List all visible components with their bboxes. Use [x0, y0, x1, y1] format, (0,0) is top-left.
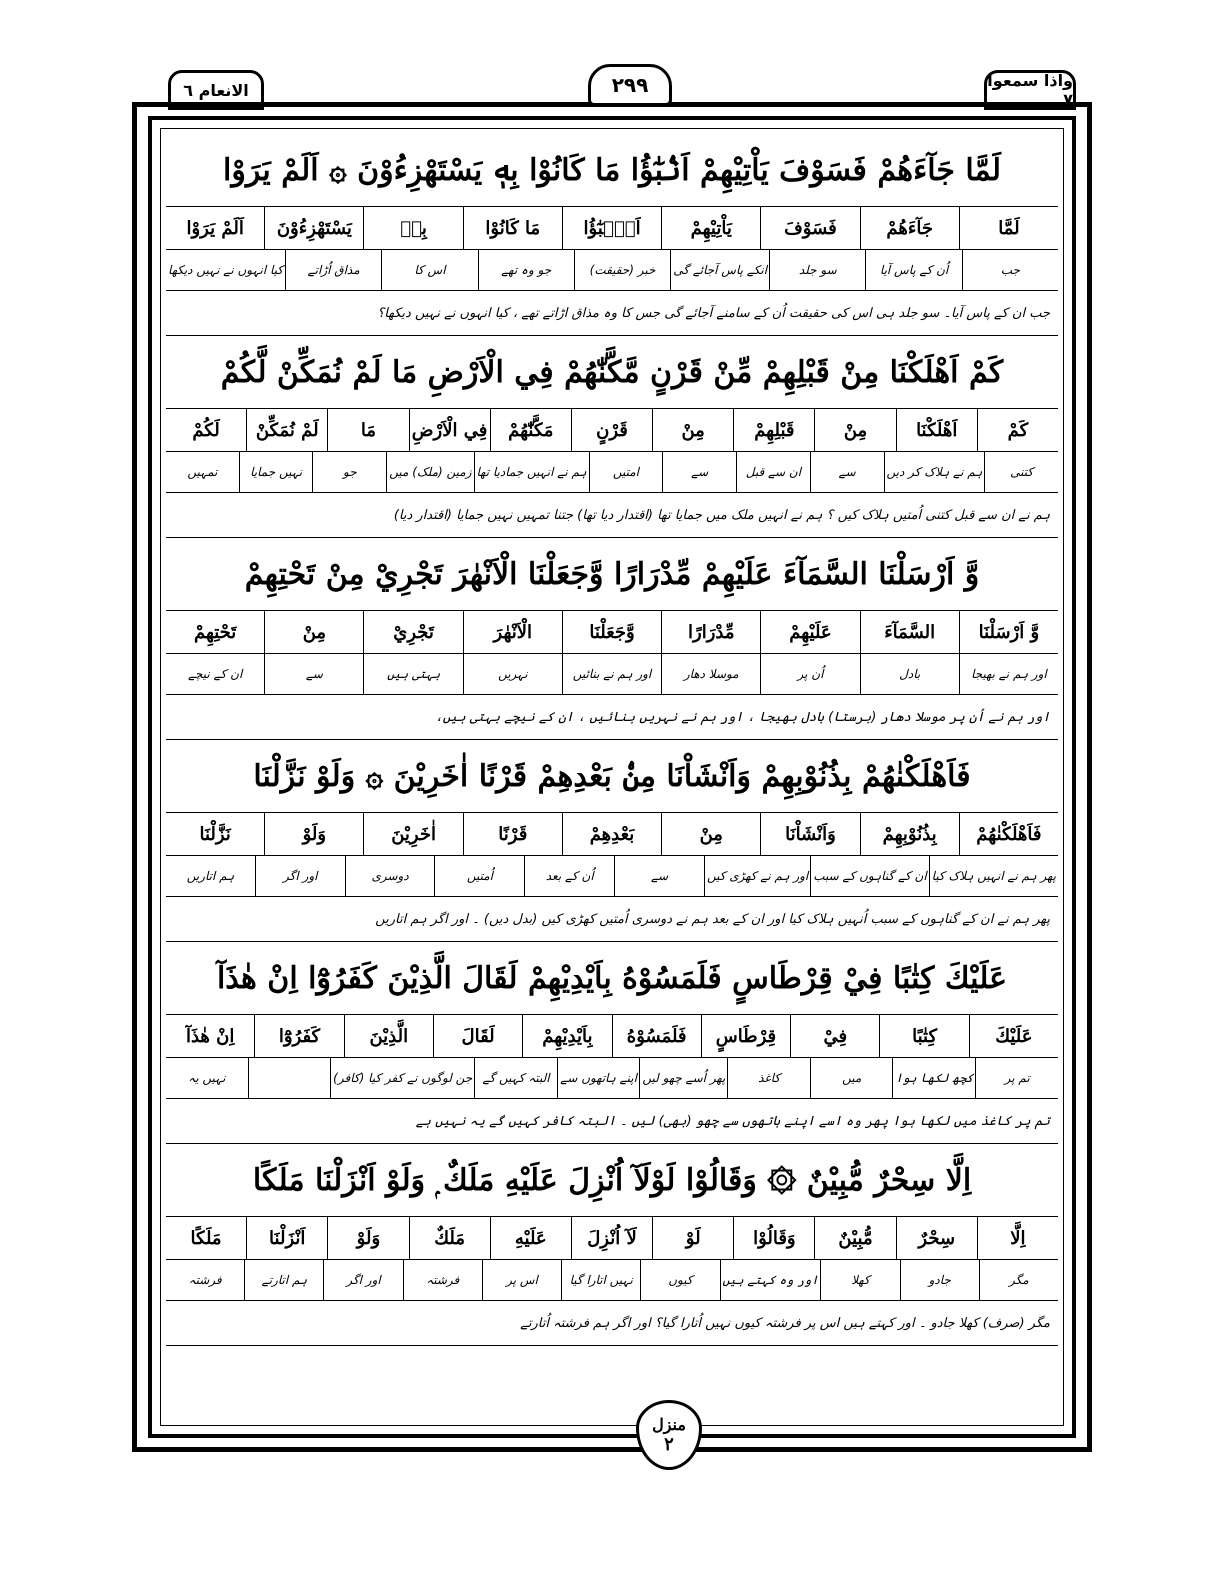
word-cell: اَنْزَلْنَا [246, 1217, 327, 1259]
meaning-cell: ان کے گناہوں کے سبب [810, 856, 928, 896]
word-cell: وَاَنْشَاْنَا [760, 813, 859, 855]
urdu-translation-line: ہم نے ان سے قبل کتنی اُمتیں ہلاک کیں ؟ ہم نے انہیں ملک میں جمایا تھا (اقتدار دیا تھا) جتنا تمہیں نہیں جمایا (اقتدار دیا) [166, 492, 1058, 538]
meaning-cell: جو وہ تھے [478, 250, 574, 290]
meaning-cell: اُن کے بعد [524, 856, 614, 896]
juz-name-label: واذا سمعوا ٧ [984, 70, 1076, 110]
meaning-row [166, 1057, 1058, 1098]
meaning-cell: تمہیں [187, 465, 218, 479]
meaning-cell: ان سے قبل [736, 452, 810, 492]
word-cell: مَكَّنّٰهُمْ [490, 409, 571, 451]
verse-block [166, 538, 1058, 740]
word-cell: مِنْ [814, 409, 895, 451]
word-cell: مَا كَانُوْا [463, 207, 562, 249]
word-cell: لَقَالَ [433, 1015, 522, 1057]
arabic-verse-line: لَمَّا جَآءَهُمْ فَسَوْفَ يَاْتِيْهِمْ اَنْۢبٰٓؤُا مَا كَانُوْا بِهٖ يَسْتَهْزِءُوْنَ ۞ اَلَمْ يَرَوْا [223, 152, 1001, 188]
meaning-cell: ہم اتاریں [186, 869, 235, 883]
meaning-cell: اس پر [482, 1260, 561, 1300]
meaning-cell [248, 1058, 331, 1098]
meaning-cell: فرشتہ [188, 1273, 222, 1287]
verse-block [166, 1144, 1058, 1346]
urdu-translation-line: اور ہم نے اُن پر موسلا دھار (برستا) بادل بھیجا ، اور ہم نے نہریں بنائیں ، ان کے نیچے بہتی ہیں، [166, 694, 1058, 740]
word-cell: كَمْ [977, 409, 1058, 451]
meaning-cell: مذاق اُڑاتے [285, 250, 381, 290]
word-cell: تَجْرِيْ [363, 611, 462, 653]
word-cell: اِلَّا [977, 1217, 1058, 1259]
meaning-cell: تم پر [975, 1058, 1058, 1098]
word-cell: وَلَوْ [264, 813, 363, 855]
meaning-cell: مگر [979, 1260, 1058, 1300]
word-row [166, 812, 1058, 855]
word-cell: فَاَهْلَكْنٰهُمْ [959, 813, 1058, 855]
word-cell: قَرْنًا [463, 813, 562, 855]
word-cell: فِيْ [790, 1015, 879, 1057]
meaning-cell: سے [264, 654, 363, 694]
meaning-cell: ہم نے انہیں جمادیا تھا [474, 452, 589, 492]
meaning-cell: فرشتہ [403, 1260, 482, 1300]
word-cell: فَسَوْفَ [760, 207, 859, 249]
meaning-cell: سو جلد [769, 250, 865, 290]
word-row [166, 206, 1058, 249]
manzil-number: ٢ [664, 1434, 674, 1455]
meaning-cell: نہیں جمایا [239, 452, 313, 492]
meaning-cell: ہم نے ہلاک کر دیں [884, 452, 985, 492]
word-cell: الَّذِيْنَ [344, 1015, 433, 1057]
meaning-cell: جادو [900, 1260, 979, 1300]
meaning-cell: موسلا دھار [661, 654, 760, 694]
arabic-verse-line: اِلَّا سِحْرٌ مُّبِيْنٌ ۞ وَقَالُوْا لَوْلَآ اُنْزِلَ عَلَيْهِ مَلَكٌ ۭ وَلَوْ اَنْزَلْنَا مَلَكًا [252, 1162, 972, 1198]
word-cell: لَآ اُنْزِلَ [571, 1217, 652, 1259]
meaning-cell: کاغذ [727, 1058, 810, 1098]
word-cell: وَّ اَرْسَلْنَا [959, 611, 1058, 653]
meaning-cell: انکے پاس آجائے گی [670, 250, 769, 290]
meaning-cell: پھر ہم نے انہیں ہلاک کیا [929, 856, 1058, 896]
page-content [166, 134, 1058, 1346]
word-cell: كَفَرُوْٓا [254, 1015, 343, 1057]
word-cell: فِي الْاَرْضِ [409, 409, 490, 451]
word-cell: الْاَنْهٰرَ [463, 611, 562, 653]
meaning-cell: اور ہم نے کھڑی کیں [704, 856, 810, 896]
word-cell: السَّمَآءَ [860, 611, 959, 653]
meaning-cell: نہیں یہ [188, 1071, 226, 1085]
word-cell: لَكُمْ [192, 419, 220, 441]
word-row [166, 1014, 1058, 1057]
meaning-cell: خبر (حقیقت) [574, 250, 670, 290]
word-cell: لَمْ نُمَكِّنْ [246, 409, 327, 451]
word-cell: بَعْدِهِمْ [562, 813, 661, 855]
meaning-cell: نہیں اتارا گیا [561, 1260, 640, 1300]
meaning-cell: اور وہ کہتے ہیں [720, 1260, 821, 1300]
word-row [166, 408, 1058, 451]
word-cell: بِذُنُوْبِهِمْ [860, 813, 959, 855]
urdu-translation-line: تم پر کاغذ میں لکھا ہوا پھر وہ اسے اپنے ہاتھوں سے چھو (بھی) لیں ۔ البتہ کافر کہیں گے یہ نہیں ہے [166, 1098, 1058, 1144]
word-row [166, 1216, 1058, 1259]
verse-block [166, 942, 1058, 1144]
meaning-cell: نہریں [463, 654, 562, 694]
word-cell: كِتٰبًا [879, 1015, 968, 1057]
meaning-cell: اُن کے پاس آیا [865, 250, 961, 290]
word-cell: اٰخَرِيْنَ [363, 813, 462, 855]
manzil-badge [636, 1400, 702, 1470]
meaning-cell: اُمتیں [434, 856, 524, 896]
word-cell: اَهْلَكْنَا [896, 409, 977, 451]
word-cell: لَمَّا [959, 207, 1058, 249]
meaning-row [166, 451, 1058, 492]
word-cell: مِنْ [652, 409, 733, 451]
meaning-row [166, 855, 1058, 896]
meaning-cell: اس کا [381, 250, 477, 290]
verse-block [166, 740, 1058, 942]
word-cell: يَاْتِيْهِمْ [661, 207, 760, 249]
word-cell: يَسْتَهْزِءُوْنَ [264, 207, 363, 249]
word-cell: جَآءَهُمْ [860, 207, 959, 249]
word-cell: بِاَيْدِيْهِمْ [522, 1015, 611, 1057]
word-cell: مَلَكٌ [409, 1217, 490, 1259]
meaning-row [166, 653, 1058, 694]
meaning-cell: کیا انہوں نے نہیں دیکھا [168, 263, 283, 277]
arabic-verse-line: وَّ اَرْسَلْنَا السَّمَآءَ عَلَيْهِمْ مِّدْرَارًا وَّجَعَلْنَا الْاَنْهٰرَ تَجْرِيْ مِنْ تَحْتِهِمْ [244, 556, 980, 592]
word-cell: عَلَيْكَ [969, 1015, 1058, 1057]
meaning-cell: ان کے نیچے [188, 667, 243, 681]
word-cell: بِهٖ [363, 207, 462, 249]
meaning-cell: بادل [860, 654, 959, 694]
word-cell: مِّدْرَارًا [661, 611, 760, 653]
verse-block [166, 134, 1058, 336]
word-cell: تَحْتِهِمْ [193, 621, 237, 643]
word-cell: وَلَوْ [327, 1217, 408, 1259]
meaning-cell: پھر اُسے چھو لیں [639, 1058, 727, 1098]
word-cell: مِنْ [264, 611, 363, 653]
word-cell: وَقَالُوْا [733, 1217, 814, 1259]
arabic-verse-line: عَلَيْكَ كِتٰبًا فِيْ قِرْطَاسٍ فَلَمَسُوْهُ بِاَيْدِيْهِمْ لَقَالَ الَّذِيْنَ كَفَرُوْٓا اِنْ هٰذَآ [216, 960, 1008, 996]
verse-block [166, 336, 1058, 538]
word-cell: قَرْنٍ [571, 409, 652, 451]
word-cell: مَا [327, 409, 408, 451]
word-cell: قَبْلِهِمْ [733, 409, 814, 451]
meaning-cell: دوسری [345, 856, 435, 896]
meaning-cell: اُن پر [760, 654, 859, 694]
urdu-translation-line: پھر ہم نے ان کے گناہوں کے سبب اُنہیں ہلاک کیا اور ان کے بعد ہم نے دوسری اُمتیں کھڑی کیں (بدل دیں) ۔ اور اگر ہم اتاریں [166, 896, 1058, 942]
urdu-translation-line: مگر (صرف) کھلا جادو ۔ اور کہتے ہیں اس پر فرشتہ کیوں نہیں اُتارا گیا؟ اور اگر ہم فرشتہ اُتارتے [166, 1300, 1058, 1346]
meaning-cell: اور ہم نے بنائیں [562, 654, 661, 694]
word-cell: عَلَيْهِمْ [760, 611, 859, 653]
page-number: ٢٩٩ [588, 64, 672, 106]
surah-name-label: الانعام ٦ [168, 70, 264, 110]
meaning-cell: اور اگر [255, 856, 345, 896]
word-cell: مَلَكًا [190, 1227, 222, 1249]
meaning-cell: ہم اتارتے [244, 1260, 323, 1300]
arabic-verse-line: كَمْ اَهْلَكْنَا مِنْ قَبْلِهِمْ مِّنْ قَرْنٍ مَّكَّنّٰهُمْ فِي الْاَرْضِ مَا لَمْ نُمَكِّنْ لَّكُمْ [220, 354, 1004, 390]
meaning-cell: سے [614, 856, 704, 896]
meaning-cell: اور اگر [323, 1260, 402, 1300]
meaning-cell: کیوں [640, 1260, 719, 1300]
meaning-cell: اور ہم نے بھیجا [959, 654, 1058, 694]
urdu-translation-line: جب ان کے پاس آیا۔ سو جلد ہی اس کی حقیقت اُن کے سامنے آجائے گی جس کا وہ مذاق اڑاتے تھے ، کیا انہوں نے نہیں دیکھا؟ [166, 290, 1058, 336]
meaning-cell: زمین (ملک) میں [386, 452, 473, 492]
meaning-cell: جو [312, 452, 386, 492]
word-cell: عَلَيْهِ [490, 1217, 571, 1259]
meaning-cell: میں [810, 1058, 893, 1098]
word-cell: وَّجَعَلْنَا [562, 611, 661, 653]
word-cell: اَلَمْ يَرَوْا [186, 217, 244, 239]
manzil-label: منزل [652, 1415, 686, 1434]
meaning-cell: جن لوگوں نے کفر کیا (کافر) [330, 1058, 474, 1098]
meaning-cell: کھلا [820, 1260, 899, 1300]
arabic-verse-line: فَاَهْلَكْنٰهُمْ بِذُنُوْبِهِمْ وَاَنْشَاْنَا مِنْۢ بَعْدِهِمْ قَرْنًا اٰخَرِيْنَ ۞ وَلَوْ نَزَّلْنَا [253, 758, 971, 794]
word-cell: مِنْ [661, 813, 760, 855]
word-cell: سِحْرٌ [896, 1217, 977, 1259]
meaning-cell: اپنے ہاتھوں سے [557, 1058, 640, 1098]
meaning-cell: کچھ لکھا ہوا [892, 1058, 975, 1098]
word-cell: اِنْ هٰذَآ [185, 1025, 235, 1047]
meaning-cell: سے [662, 452, 736, 492]
meaning-cell: سے [810, 452, 884, 492]
word-cell: فَلَمَسُوْهُ [612, 1015, 701, 1057]
word-cell: مُّبِيْنٌ [814, 1217, 895, 1259]
meaning-cell: البتہ کہیں گے [474, 1058, 557, 1098]
word-cell: اَنْۢبٰٓؤُا [562, 207, 661, 249]
meaning-cell: جب [962, 250, 1058, 290]
meaning-row [166, 1259, 1058, 1300]
meaning-cell: امتیں [589, 452, 663, 492]
word-row [166, 610, 1058, 653]
meaning-cell: بہتی ہیں [363, 654, 462, 694]
meaning-row [166, 249, 1058, 290]
word-cell: قِرْطَاسٍ [701, 1015, 790, 1057]
word-cell: لَوْ [652, 1217, 733, 1259]
meaning-cell: کتنی [984, 452, 1058, 492]
word-cell: نَزَّلْنَا [199, 823, 231, 845]
